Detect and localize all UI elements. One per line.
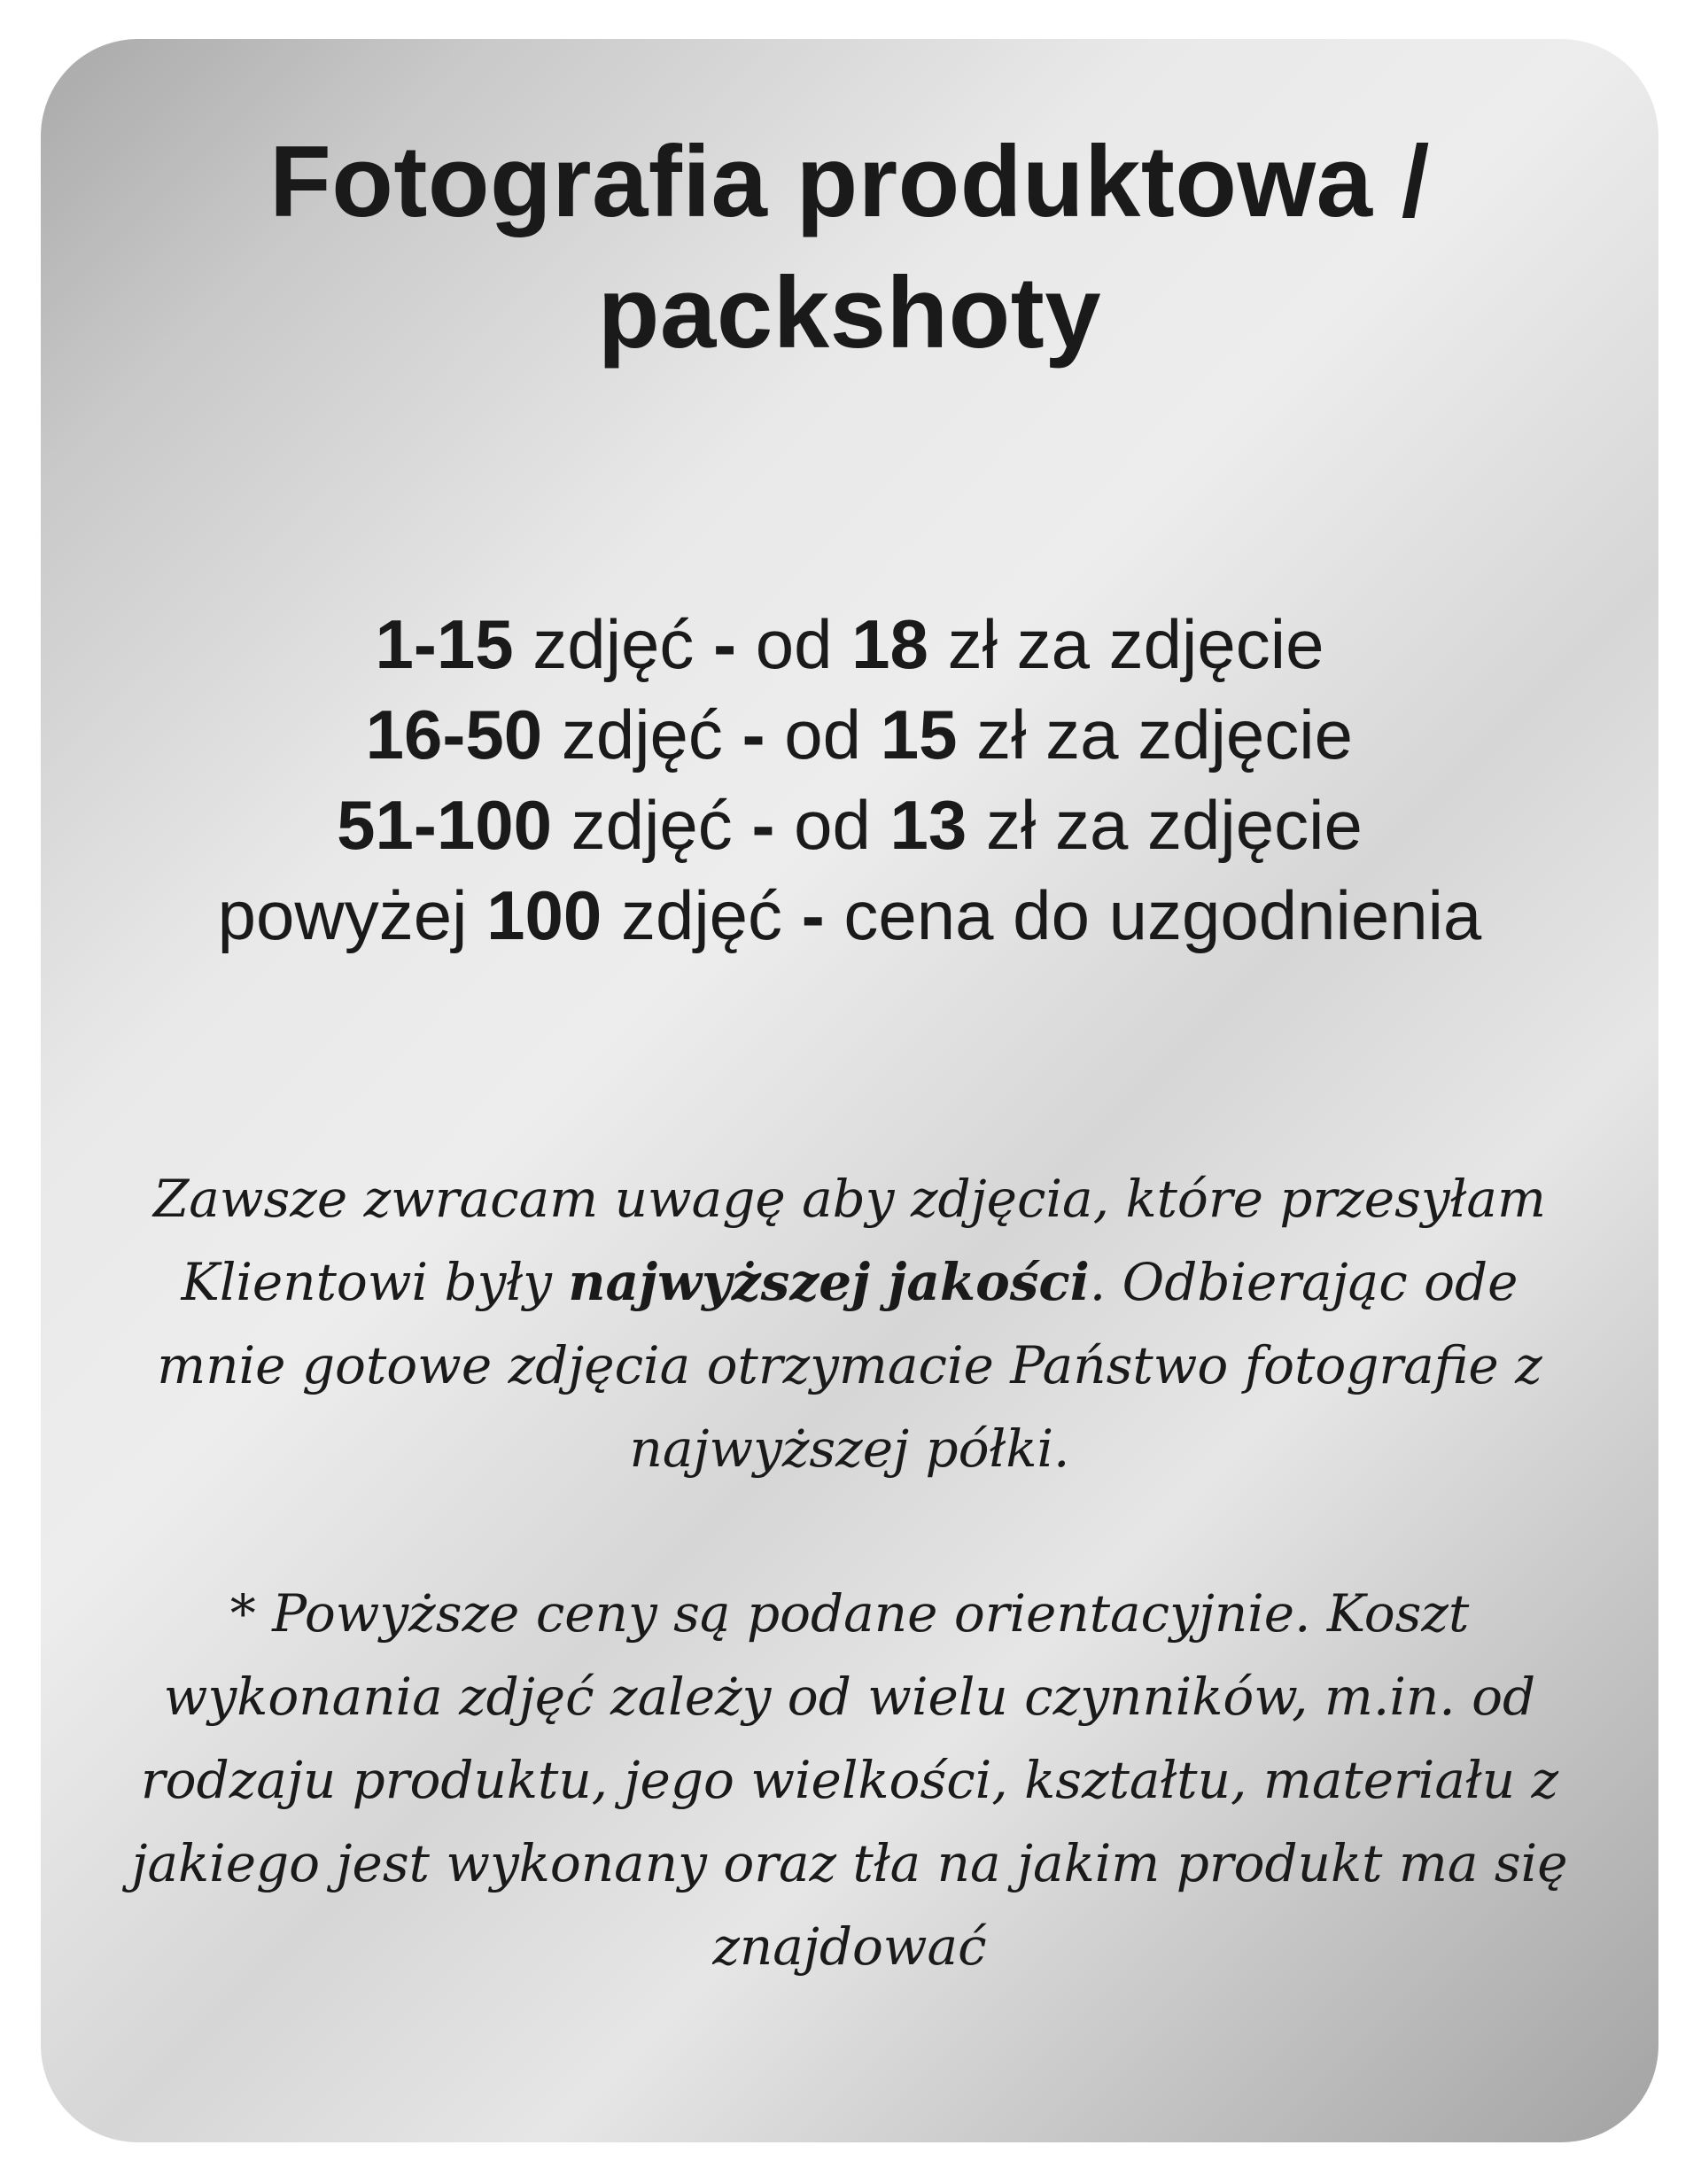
quality-note-before: Zawsze zwracam uwagę aby zdjęcia, które przesyłam Klientowi były <box>153 1169 1546 1312</box>
price-from: od <box>774 786 890 864</box>
price-value: 13 <box>889 786 967 864</box>
price-unit: zdjęć <box>552 786 752 864</box>
price-range: 16-50 <box>365 696 543 773</box>
price-card <box>41 39 1658 2142</box>
price-suffix: zł za zdjęcie <box>928 605 1324 683</box>
price-row <box>41 689 1658 780</box>
price-value: 18 <box>851 605 928 683</box>
price-suffix: zł za zdjęcie <box>957 696 1353 773</box>
price-from: od <box>765 696 881 773</box>
quality-note-bold: najwyższej jakości <box>568 1252 1090 1312</box>
disclaimer: * Powyższe ceny są podane orientacyjnie. Koszt wykonania zdjęć zależy od wielu czynników, m.in. od rodzaju produktu, jego wielkości, kształtu, materiału z jakiego jest wykonany oraz tła na jakim produkt ma się znajdować <box>131 1583 1568 1977</box>
price-row <box>41 780 1658 870</box>
price-dash: - <box>713 605 737 683</box>
price-row-over <box>41 870 1658 960</box>
price-over-unit: zdjęć <box>602 876 802 954</box>
price-over-suffix: cena do uzgodnienia <box>824 876 1482 954</box>
price-range: 1-15 <box>375 605 514 683</box>
price-unit: zdjęć <box>513 605 714 683</box>
price-unit: zdjęć <box>542 696 742 773</box>
price-from: od <box>736 605 852 683</box>
title-line-2: packshoty <box>597 257 1102 369</box>
price-list <box>41 599 1658 960</box>
price-suffix: zł za zdjęcie <box>967 786 1363 864</box>
quality-note-after: . Odbierając ode mnie gotowe zdjęcia otrzymacie Państwo fotografie z najwyższej półki. <box>157 1252 1542 1479</box>
price-range: 51-100 <box>337 786 553 864</box>
price-over-prefix: powyżej <box>217 876 487 954</box>
price-over-count: 100 <box>486 876 602 954</box>
quality-note <box>112 1157 1588 1490</box>
price-value: 15 <box>880 696 958 773</box>
price-row <box>41 599 1658 689</box>
price-over-dash: - <box>801 876 825 954</box>
title-line-1: Fotografia produktowa / <box>269 126 1430 238</box>
price-dash: - <box>751 786 775 864</box>
page-title <box>41 117 1658 379</box>
price-dash: - <box>742 696 765 773</box>
